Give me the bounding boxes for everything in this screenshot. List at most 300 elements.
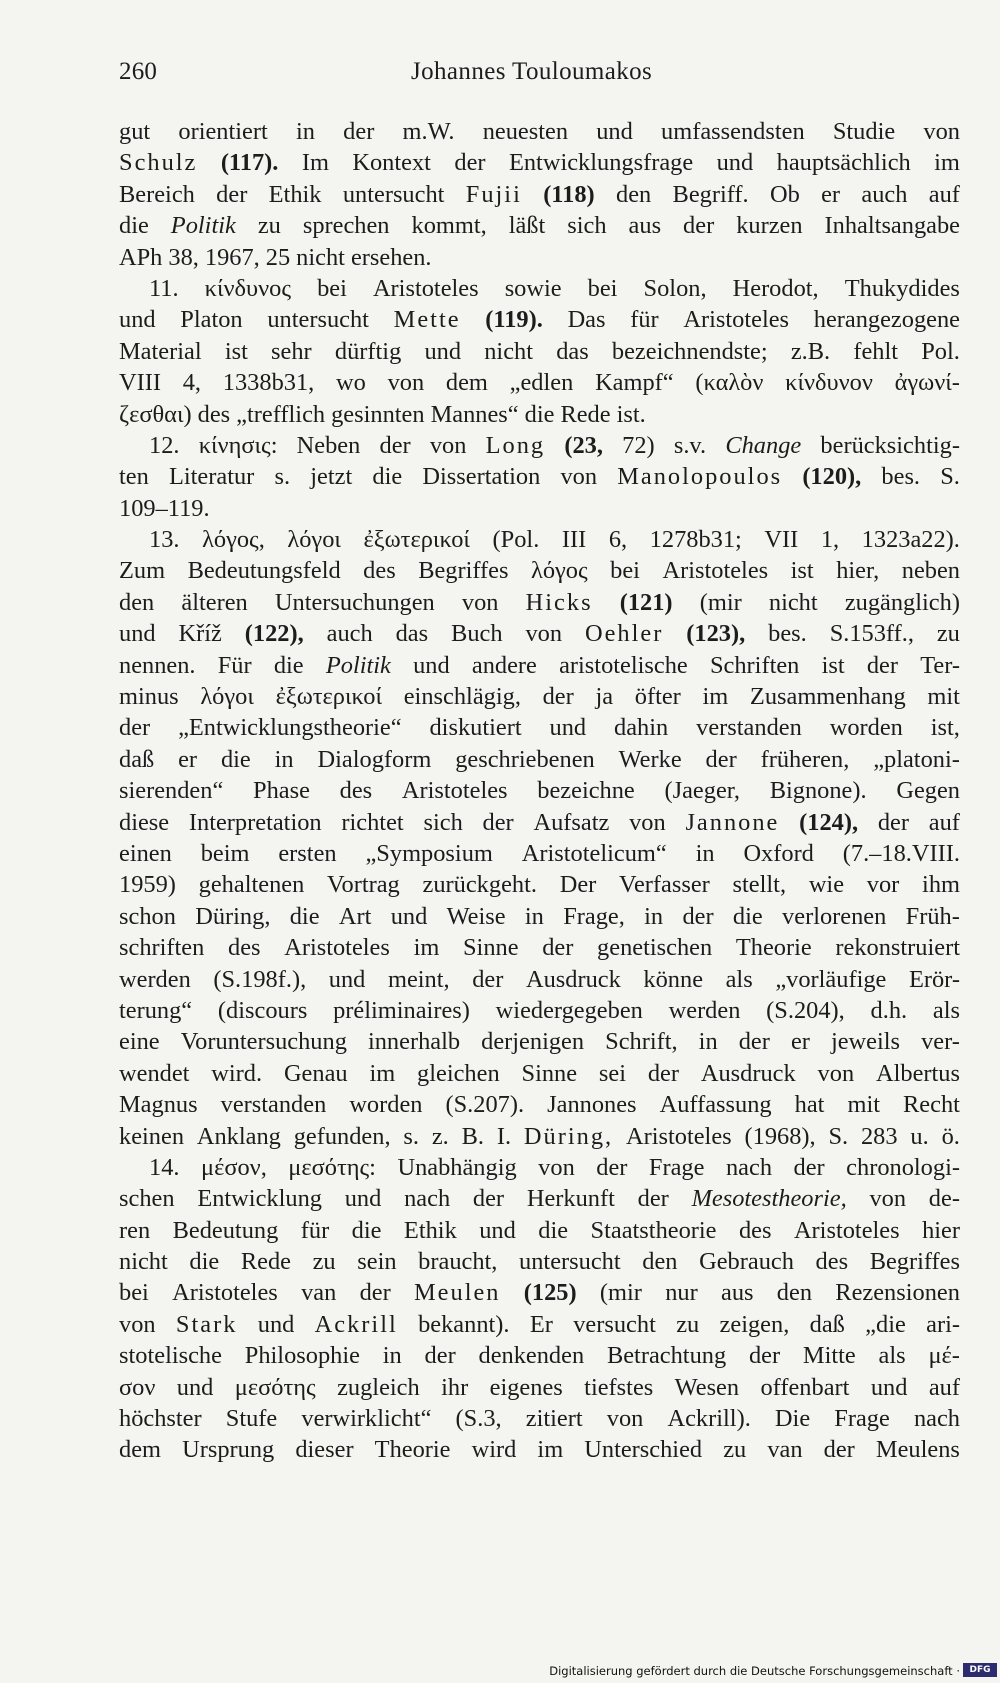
word: bezeichne [537,777,635,805]
word: von [429,431,467,459]
word: Ethik [403,1216,457,1244]
word: Magnus [119,1091,198,1119]
word: gehaltenen [198,871,305,899]
word: ja [595,683,614,711]
text-line [119,524,960,555]
text-line [119,587,960,618]
word: meint, [387,965,450,993]
word: verlorenen [782,902,887,930]
text-line [119,1277,960,1308]
word: im [537,1436,564,1464]
word: könne [643,965,704,993]
word: einschlägig, [403,683,521,711]
word: Schrift, [605,1028,678,1056]
word: (mir [599,1279,642,1307]
word: ist [821,651,845,679]
word: verwirklicht“ [301,1405,432,1433]
word: und [344,1185,382,1213]
word: sehr [271,337,312,365]
word: von [606,1405,644,1433]
word: und [257,1310,295,1338]
word: nicht [484,337,534,365]
word: de- [928,1185,960,1213]
word: gleichen [417,1059,500,1087]
word: (S.198f.), [213,965,307,993]
word: neben [901,557,960,585]
word: den [642,1248,678,1276]
word: zu [257,212,281,240]
word: und [413,651,450,679]
text-line [119,744,960,775]
word: Die [774,1405,811,1433]
word: schen [119,1185,175,1213]
word: gut [119,118,151,145]
word: des [363,557,396,585]
text-line [119,681,960,712]
word: der [793,1153,825,1181]
word: die [538,1216,569,1244]
text-line [119,1309,960,1340]
word: Mannes“ [430,400,519,428]
word: Zum [119,557,166,585]
text-line [119,147,960,178]
word: Meulens [875,1436,960,1464]
text-line [119,367,960,398]
word: (120), [802,463,862,491]
text-line [119,807,960,838]
word: Politik [325,651,391,679]
word: (S.207). [445,1091,525,1119]
word: (124), [799,808,859,836]
word: S. [828,1122,849,1150]
word: Rede [560,400,611,428]
word: „Entwicklungstheorie“ [178,714,402,742]
word: er [178,745,198,773]
word: 14. [149,1153,180,1181]
word: 11. [149,274,179,302]
word: Meulen [414,1279,501,1307]
text-line [119,1026,960,1057]
word: dahin [614,714,669,742]
word: Unterschied [584,1436,703,1464]
word: Herkunft [526,1185,615,1213]
word: bekannt). [418,1310,510,1338]
word: herangezogene [813,306,960,334]
word: des [339,777,373,805]
word: in [698,1028,718,1056]
word: Change [725,431,802,459]
word: dem [445,369,488,397]
word: des [228,934,261,962]
text-line [119,555,960,586]
word: Mesotestheorie, [691,1185,847,1213]
word: Fujii [465,180,522,208]
word: Pol. [921,337,960,365]
word: Bereich [119,180,195,208]
word: 109–119. [119,494,210,522]
text-line [119,1089,960,1120]
word: ö. [941,1122,960,1150]
word: offenbart [760,1373,850,1401]
word: σον [119,1373,156,1401]
word: wird [471,1436,517,1464]
word: als [932,996,960,1024]
word: der [379,431,411,459]
word: keinen [119,1122,185,1150]
word: untersucht [267,306,369,334]
word: Inhaltsangabe [824,212,960,240]
text-line [119,210,960,241]
word: der [705,745,737,773]
word: s.v. [673,431,707,459]
word: Politik [170,212,236,240]
word: Gegen [896,777,960,805]
word: geschriebenen [455,745,595,773]
word: Bignone). [769,777,867,805]
word: verstanden [696,714,802,742]
word: Oehler [584,620,664,648]
word: von [560,463,598,491]
word: Phase [253,777,310,805]
text-line [119,1215,960,1246]
word: Aristoteles [284,934,390,962]
word: 13. [149,526,180,554]
word: III [561,526,587,554]
word: m.W. [402,118,455,145]
word: und [390,902,428,930]
word: (122), [244,620,304,648]
word: terung“ [119,996,193,1024]
word: ist [790,557,814,585]
word: ist. [616,400,646,428]
word: worden [349,1091,423,1119]
digitization-credit: Digitalisierung gefördert durch die Deutsche Forschungsgemeinschaft · [549,1664,960,1678]
word: ari- [926,1310,960,1338]
word: höchster [119,1405,202,1433]
word: der [343,118,375,145]
word: Bedeutung [172,1216,279,1244]
word: und [176,1373,214,1401]
word: schon [119,902,176,930]
word: Düring, [195,902,271,930]
word: zu [676,1310,700,1338]
word: Jannones [547,1091,637,1119]
word: er [790,1028,810,1056]
word: und [119,306,156,334]
word: von [923,118,960,145]
word: zu [723,1436,747,1464]
word: Aristoteles [372,274,479,302]
word: in [382,1342,402,1370]
word: 25 [265,243,291,271]
word: und [328,965,366,993]
word: Mitte [802,1342,856,1370]
word: μεσότης: [288,1153,376,1181]
word: Interpretation [188,808,322,836]
word: von [525,620,563,648]
word: dem [119,1436,161,1464]
word: Ethik [268,180,322,208]
text-line [119,1246,960,1277]
word: beim [200,839,250,867]
word: daß [119,745,155,773]
word: d.h. [870,996,908,1024]
word: μεσότης [234,1373,316,1401]
word: (23, [564,431,603,459]
word: aus [721,1279,754,1307]
word: des [197,400,231,428]
word: eine [119,1028,160,1056]
word: Schriften [709,651,800,679]
word: schriften [119,934,205,962]
word: „trefflich [236,400,326,428]
word: Ackrill [314,1310,398,1338]
word: 4, [182,369,202,397]
word: (καλὸν [695,369,764,397]
running-head: Johannes Touloumakos [411,58,653,85]
word: u. [910,1122,929,1150]
word: und [870,1373,908,1401]
word: zu [936,620,960,648]
word: die [220,745,251,773]
word: Ter- [920,651,960,679]
text-line [119,1434,960,1465]
word: (S.3, [455,1405,502,1433]
word: I. [496,1122,512,1150]
word: bes. [768,620,807,648]
word: (121) [619,588,673,616]
word: Aristoteles [172,1279,278,1307]
word: worden [829,714,903,742]
word: 1, [820,526,840,554]
word: Solon, [643,274,707,302]
word: Rezensionen [835,1279,960,1307]
word: Für [217,651,252,679]
word: untersucht [519,1248,621,1276]
word: Ausdruck [525,965,621,993]
text-line [119,336,960,367]
word: Begriffes [869,1248,960,1276]
word: 1967, [204,243,260,271]
text-line [119,1372,960,1403]
word: ἀγωνί- [894,369,960,397]
word: „edlen [509,369,574,397]
text-line [119,1403,960,1434]
word: nach [404,1185,451,1213]
word: Frage [834,1405,890,1433]
word: ersten [278,839,337,867]
word: kurzen [736,212,803,240]
word: der [682,902,714,930]
word: bei [610,557,640,585]
word: als [725,965,753,993]
word: (123), [686,620,746,648]
word: λόγοι [287,526,341,554]
word: Schulz [119,149,198,177]
word: Er [529,1310,553,1338]
word: nicht [768,588,818,616]
word: sich [423,808,463,836]
text-line [119,901,960,932]
text-line [119,869,960,900]
word: Sinne [521,1059,578,1087]
word: Stark [175,1310,238,1338]
word: im [413,934,440,962]
word: Recht [903,1091,960,1119]
word: der [748,1342,781,1370]
word: von [629,808,666,836]
word: „vorläufige [775,965,887,993]
word: läßt [508,212,546,240]
word: Weise [446,902,506,930]
word: die [351,1216,382,1244]
word: Aristoteles [401,777,508,805]
word: verstanden [220,1091,327,1119]
word: des [738,1216,772,1244]
word: und [716,149,754,177]
word: den [776,1279,813,1307]
text-line [119,430,960,461]
word: minus [119,683,179,711]
dfg-logo: DFG [963,1663,997,1677]
word: älteren [181,588,248,616]
word: Platon [180,306,243,334]
word: in [644,902,664,930]
word: Theorie [735,934,812,962]
word: 1959) [119,871,176,899]
word: sei [598,1059,627,1087]
word: auch [861,180,908,208]
word: auf [928,1373,960,1401]
word: Stufe [225,1405,278,1433]
word: nach [913,1405,960,1433]
word: von [817,1059,855,1087]
word: der [877,808,909,836]
word: die [273,651,304,679]
word: ten [119,463,149,491]
word: tiefstes [584,1373,654,1401]
word: im [369,1059,396,1087]
word: 1338b31, [222,369,315,397]
word: der [472,965,504,993]
word: wird. [211,1059,263,1087]
word: „die [865,1310,906,1338]
word: der [637,1185,669,1213]
text-line [119,712,960,743]
word: Bedeutungsfeld [187,557,341,585]
word: öfter [634,683,681,711]
word: sich [567,212,607,240]
word: 6, [608,526,628,554]
text-line [119,1340,960,1371]
word: zu [312,1248,336,1276]
word: (119). [485,306,543,334]
word: Kříž [178,620,222,648]
word: genetischen [597,934,713,962]
word: (Pol. [492,526,540,554]
word: aristotelische [559,651,688,679]
word: der [823,1436,855,1464]
word: der [683,212,715,240]
text-line [119,179,960,210]
word: Erör- [908,965,960,993]
word: (discours [217,996,308,1024]
word: zitiert [525,1405,583,1433]
word: Zusammenhang [749,683,906,711]
word: (1968), [744,1122,816,1150]
word: daß [809,1310,845,1338]
word: Material [119,337,202,365]
word: wie [808,871,845,899]
word: dürftig [334,337,402,365]
word: Rede [240,1248,291,1276]
word: den [119,588,155,616]
word: B. [461,1122,484,1150]
word: des [815,1248,849,1276]
word: fehlt [853,337,899,365]
word: Im [301,149,329,177]
word: stellt, [732,871,787,899]
word: Theorie [374,1436,451,1464]
word: bei [587,274,618,302]
word: der [596,1153,628,1181]
word: als [878,1342,906,1370]
word: untersucht [342,180,445,208]
word: s. [403,1122,419,1150]
word: van [301,1279,337,1307]
word: bezeichnendste; [611,337,768,365]
word: Werke [618,745,682,773]
word: der [216,180,248,208]
word: 1323a22). [861,526,960,554]
word: der [472,1185,505,1213]
text-line [119,273,960,304]
word: ist, [930,714,960,742]
word: auf [928,180,960,208]
word: dieser [295,1436,354,1464]
word: 12. [149,431,180,459]
text-line [119,1152,960,1183]
word: κίνησις: [198,431,278,459]
word: Neben [296,431,361,459]
word: von [119,1310,156,1338]
word: Der [559,871,597,899]
word: der [424,1342,456,1370]
text-line [119,399,960,430]
word: der [119,714,151,742]
word: für [300,1216,330,1244]
word: nach [725,1153,773,1181]
word: bes. [881,463,921,491]
word: Thukydides [844,274,960,302]
word: sowie [504,274,562,302]
word: Dissertation [422,463,541,491]
word: S. [940,463,960,491]
word: Untersuchungen [274,588,435,616]
word: werden [119,965,191,993]
word: jetzt [310,463,353,491]
word: Auffassung [659,1091,772,1119]
word: jeweils [830,1028,901,1056]
text-line [119,1121,960,1152]
word: Aufsatz [533,808,610,836]
word: van [767,1436,803,1464]
word: derjenigen [481,1028,585,1056]
word: mit [847,1091,880,1119]
word: Frage, [563,902,625,930]
word: die [732,902,763,930]
word: bei [317,274,347,302]
